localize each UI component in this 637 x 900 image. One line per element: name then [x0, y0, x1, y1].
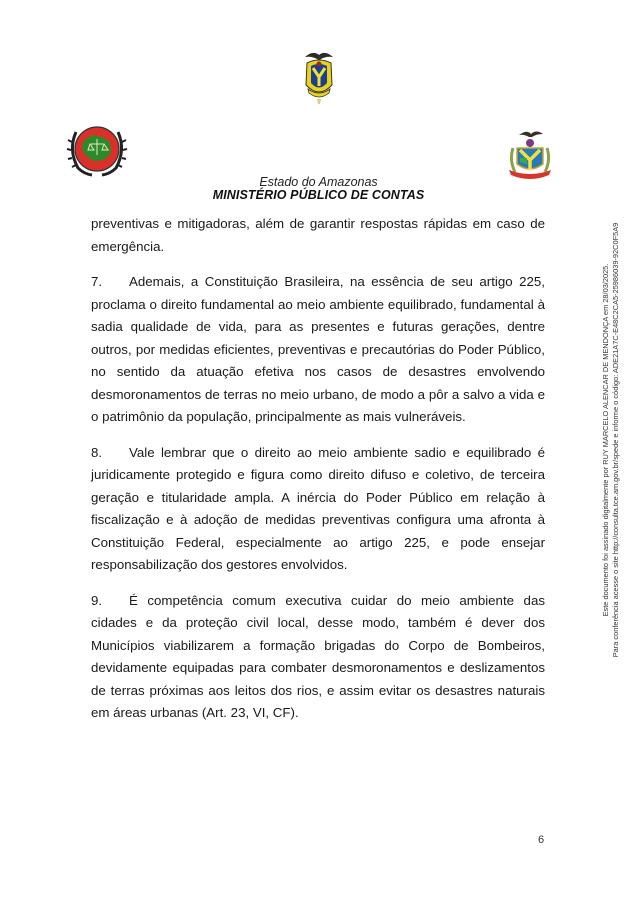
- paragraph-text: Vale lembrar que o direito ao meio ambiente sadio e equilibrado é juridicamente protegido e figura como direito difuso e coletivo, de terceira geração e titularidade ampla. A inércia do Poder Público em relação à fiscalização e à adoção de medidas preventivas configura uma afronta à Constituição Federal, especialmente ao artigo 225, e pode ensejar responsabilização dos gestores envolvidos.: [91, 444, 545, 572]
- amazonas-state-coat-of-arms-icon: [299, 47, 339, 105]
- state-name: Estado do Amazonas: [259, 175, 378, 189]
- paragraph-7: [91, 271, 545, 429]
- paragraph-text: preventivas e mitigadoras, além de garantir respostas rápidas em caso de emergência.: [91, 216, 545, 254]
- paragraph-8: [91, 442, 545, 577]
- paragraph-text: É competência comum executiva cuidar do meio ambiente das cidades e da proteção civil local, desse modo, também é dever dos Municípios viabilizarem a formação brigadas do Corpo de Bombeiros, devidamente equipadas para combater desmoronamentos e deslizamentos de terras próximas aos leitos dos rios, e assim evitar os desastres naturais em áreas urbanas (Art. 23, VI, CF).: [91, 592, 545, 720]
- organization-name: MINISTÉRIO PÚBLICO DE CONTAS: [212, 188, 425, 202]
- paragraph-number: 8.: [91, 444, 103, 460]
- paragraph-number: 9.: [91, 592, 103, 608]
- verification-line[interactable]: Para conferência acesse o site http://consulta.tce.am.gov.br/spede e informe o código: ADE21A7C-E48C2CA5-25986039-92C0F5A9: [611, 222, 620, 658]
- paragraph-9: [91, 590, 545, 725]
- paragraph-number: 7.: [91, 274, 103, 289]
- digital-signature-stamp: [601, 223, 621, 658]
- mpc-seal-with-laurel-icon: [66, 120, 128, 178]
- paragraph-continuation: [91, 213, 545, 258]
- page-number: 6: [538, 834, 545, 846]
- signature-line: Este documento foi assinado digitalmente por RUY MARCELO ALENCAR DE MENDONÇA em 28/03/2025.: [601, 263, 610, 617]
- paragraph-text: Ademais, a Constituição Brasileira, na essência de seu artigo 225, proclama o direito fundamental ao meio ambiente equilibrado, fundamental à sadia qualidade de vida, para as presentes e futuras gerações, dentre outros, por medidas eficientes, preventivas e precautórias do Poder Público, no sentido da atuação efetiva nos casos de desastres envolvendo desmoronamentos de terras no meio urbano, de modo a pôr a salvo a vida e o patrimônio da população, principalmente as mais vulneráveis.: [91, 274, 545, 424]
- document-body: [91, 213, 545, 738]
